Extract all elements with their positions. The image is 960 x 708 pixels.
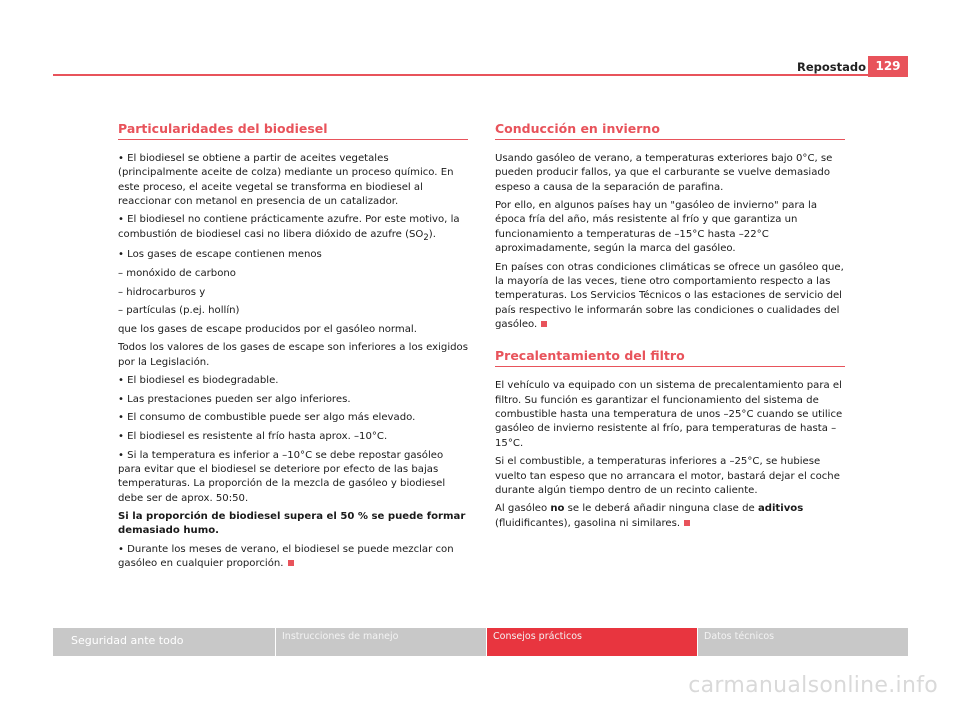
paragraph: – hidrocarburos y	[118, 286, 206, 298]
end-of-section-icon	[684, 520, 690, 526]
paragraph: Todos los valores de los gases de escape son inferiores a los exigidos por la Legislación.	[118, 342, 468, 368]
paragraph: – partículas (p.ej. hollín)	[118, 305, 240, 317]
tab-instrucciones[interactable]: Instrucciones de manejo	[276, 628, 487, 656]
text-run: • El biodiesel no contiene prácticamente azufre. Por este motivo, la combustión de biodiesel casi no libera dióxido de azufre (SO	[118, 214, 460, 240]
paragraph	[118, 543, 468, 572]
warning-paragraph: Si la proporción de biodiesel supera el 50 % se puede formar demasiado humo.	[118, 511, 466, 537]
header-rule	[53, 74, 908, 76]
paragraph: • Si la temperatura es inferior a –10°C se debe repostar gasóleo para evitar que el biodiesel se deteriore por efecto de las bajas temperaturas. La proporción de la mezcla de gasóleo y biodiesel debe ser de aprox. 50:50.	[118, 449, 446, 504]
paragraph	[495, 502, 845, 531]
paragraph: Si el combustible, a temperaturas inferiores a –25°C, se hubiese vuelto tan espeso que no arrancara el motor, bastará dejar el coche durante algún tiempo dentro de un recinto caliente.	[495, 456, 840, 496]
running-header-title: Repostado	[796, 60, 866, 74]
paragraph: • El biodiesel se obtiene a partir de aceites vegetales (principalmente aceite de colza) mediante un proceso químico. En este proceso, el aceite vegetal se transforma en biodiesel al reaccionar con metanol en presencia de un catalizador.	[118, 153, 454, 207]
text-run: se le deberá añadir ninguna clase de	[564, 503, 758, 515]
paragraph	[118, 213, 468, 244]
paragraph	[495, 261, 845, 332]
filter-preheating-heading: Precalentamiento del filtro	[495, 348, 845, 367]
paragraph: • Los gases de escape contienen menos	[118, 249, 322, 261]
end-of-section-icon	[541, 321, 547, 327]
paragraph: Por ello, en algunos países hay un "gasóleo de invierno" para la época fría del año, más resistente al frío y que garantiza un funcionamiento a temperaturas de –15°C hasta –22°C aproximadamente, según la marca del gasóleo.	[495, 200, 818, 255]
paragraph: • El biodiesel es biodegradable.	[118, 375, 279, 387]
paragraph: – monóxido de carbono	[118, 267, 236, 279]
text-run: Al gasóleo	[495, 503, 551, 515]
tab-seguridad[interactable]: Seguridad ante todo	[53, 628, 276, 656]
text-run: En países con otras condiciones climáticas se ofrece un gasóleo que, la mayoría de las veces, tiene otro comportamiento respecto a las temperaturas. Los Servicios Técnicos o las estaciones de servicio del país respectivo le informarán sobre las condiciones o cualidades del gasóleo.	[495, 261, 844, 330]
paragraph: El vehículo va equipado con un sistema de precalentamiento para el filtro. Su función es garantizar el funcionamiento del sistema de combustible hasta una temperatura de unos –25°C cuando se utilice gasóleo de invierno resistente al frío, para temperaturas de hasta –15°C.	[495, 380, 843, 449]
end-of-section-icon	[288, 560, 294, 566]
paragraph: Usando gasóleo de verano, a temperaturas exteriores bajo 0°C, se pueden producir fallos, ya que el carburante se vuelve demasiado espeso a causa de la separación de parafina.	[495, 153, 833, 193]
tab-consejos[interactable]: Consejos prácticos	[487, 628, 698, 656]
paragraph: • El biodiesel es resistente al frío hasta aprox. –10°C.	[118, 431, 388, 443]
spacer	[495, 336, 845, 348]
emphasis: no	[550, 503, 565, 515]
text-run: (fluidificantes), gasolina ni similares.	[495, 517, 681, 529]
watermark: carmanualsonline.info	[688, 673, 938, 698]
emphasis: aditivos	[757, 503, 804, 515]
paragraph: que los gases de escape producidos por el gasóleo normal.	[118, 323, 417, 335]
right-column	[495, 121, 845, 535]
left-column	[118, 121, 468, 576]
chapter-nav	[53, 628, 908, 656]
text-run: ).	[428, 228, 436, 240]
tab-datos[interactable]: Datos técnicos	[698, 628, 908, 656]
paragraph: • El consumo de combustible puede ser algo más elevado.	[118, 412, 416, 424]
page-number-badge: 129	[868, 56, 908, 77]
winter-driving-heading: Conducción en invierno	[495, 121, 845, 140]
biodiesel-heading: Particularidades del biodiesel	[118, 121, 468, 140]
subscript: 2	[423, 231, 429, 242]
paragraph: • Las prestaciones pueden ser algo inferiores.	[118, 393, 351, 405]
text-run: • Durante los meses de verano, el biodiesel se puede mezclar con gasóleo en cualquier proporción.	[118, 544, 454, 570]
